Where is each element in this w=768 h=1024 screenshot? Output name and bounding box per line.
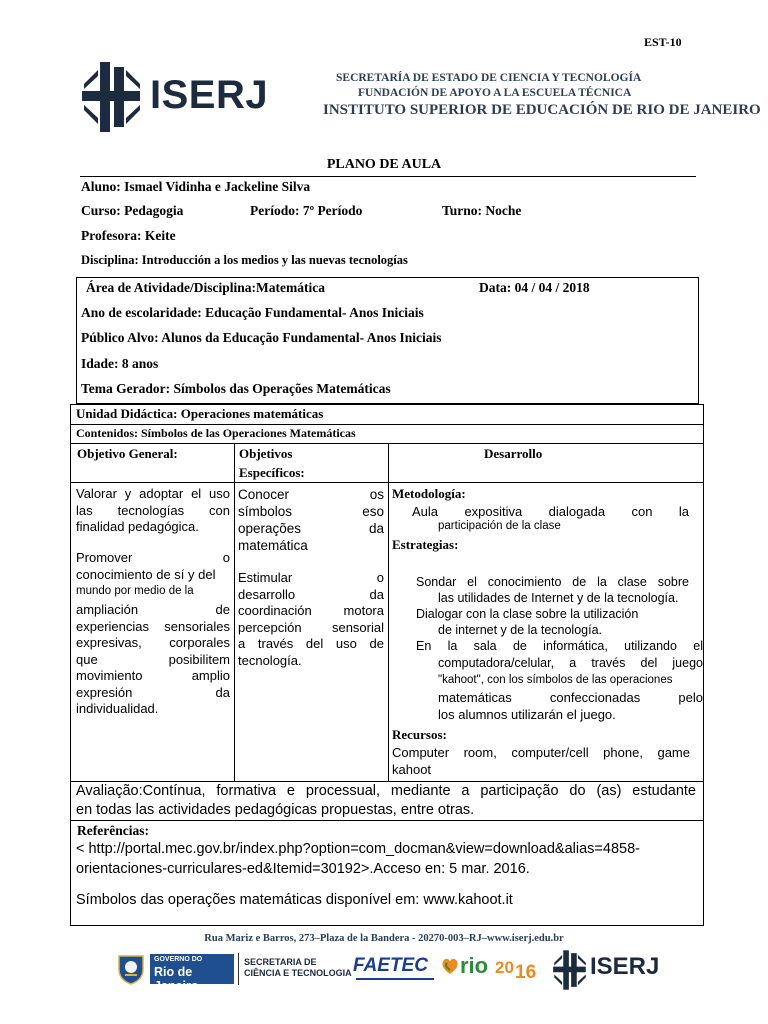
referencia-2: Símbolos das operações matemáticas disponível em: www.kahoot.it bbox=[76, 892, 513, 908]
estrategia-line: las utilidades de Internet y de la tecnología. bbox=[438, 591, 679, 605]
objetivos-especificos-header-l1: Objetivos bbox=[239, 446, 293, 461]
unidad-didactica: Unidad Didáctica: Operaciones matemáticas bbox=[76, 406, 324, 421]
rio-year-b: 16 bbox=[515, 962, 537, 983]
estrategia-item bbox=[416, 606, 689, 638]
recursos-line: kahoot bbox=[392, 761, 432, 777]
footer-address: Rua Mariz e Barros, 273–Plaza de la Bandera - 20270-003–RJ–www.iserj.edu.br bbox=[204, 933, 564, 944]
table-divider bbox=[70, 482, 704, 483]
footer-divider bbox=[238, 953, 239, 985]
estrategia-line: de internet y de la tecnología. bbox=[438, 623, 603, 637]
data-line: Data: 04 / 04 / 2018 bbox=[479, 280, 590, 295]
general-line: expresivas, corporales bbox=[76, 635, 230, 650]
publico-line: Público Alvo: Alunos da Educação Fundamental- Anos Iniciais bbox=[81, 330, 442, 345]
estrategias-label: Estrategias: bbox=[392, 537, 459, 552]
referencias-label: Referências: bbox=[77, 823, 149, 838]
especificos-line: Estimular o bbox=[238, 570, 384, 585]
especificos-line: matemática bbox=[238, 538, 308, 553]
table-divider bbox=[70, 424, 704, 425]
rio-year-a: 20 bbox=[495, 958, 514, 977]
desarrollo-header: Desarrollo bbox=[484, 446, 543, 461]
table-col-divider bbox=[388, 443, 389, 781]
iserj-footer-text: ISERJ bbox=[590, 953, 660, 980]
curso-line: Curso: Pedagogia bbox=[81, 203, 184, 218]
rio-text: rio bbox=[460, 953, 489, 978]
estrategia-line: "kahoot", con los símbolos de las operaciones bbox=[438, 674, 673, 686]
metodologia-label: Metodología: bbox=[392, 486, 466, 501]
referencia-1-line2: orientaciones-curriculares-ed&Itemid=30192>.Acceso en: 5 mar. 2016. bbox=[76, 861, 530, 877]
header-secretaria: SECRETARÍA DE ESTADO DE CIENCIA Y TECNOLOGÍA bbox=[336, 72, 642, 84]
general-line: individualidad. bbox=[76, 701, 159, 716]
estrategia-line: computadora/celular, a través del juego bbox=[438, 656, 703, 670]
recursos-text bbox=[392, 745, 690, 778]
general-line: experiencias sensoriales bbox=[76, 618, 230, 634]
gov-top-text: GOVERNO DO bbox=[154, 956, 203, 963]
turno-line: Turno: Noche bbox=[442, 203, 522, 218]
title-underline bbox=[80, 176, 696, 177]
especificos-line: tecnología. bbox=[238, 652, 302, 668]
general-p2-rest bbox=[76, 602, 230, 718]
estrategia-line: En la sala de informática, utilizando el bbox=[416, 639, 703, 653]
coat-of-arms-icon bbox=[116, 953, 146, 985]
table-divider bbox=[70, 443, 704, 444]
general-p2 bbox=[76, 550, 230, 599]
objetivos-especificos-header-l2: Específicos: bbox=[239, 465, 305, 480]
table-divider bbox=[70, 820, 704, 821]
tema-line: Tema Gerador: Símbolos das Operações Matemáticas bbox=[81, 381, 391, 396]
estrategia-line: matemáticas confeccionadas pelo bbox=[438, 690, 703, 705]
area-line: Área de Atividade/Disciplina:Matemática bbox=[86, 280, 325, 295]
especificos-line: operações da bbox=[238, 521, 384, 536]
avaliacao-line: Avaliação:Contínua, formativa e processual, mediante a participação do (as) estudante bbox=[76, 783, 696, 799]
general-line: movimiento amplio bbox=[76, 668, 230, 683]
document-code: EST-10 bbox=[644, 35, 682, 49]
periodo-line: Período: 7º Período bbox=[250, 203, 363, 218]
general-line: que posibilitem bbox=[76, 651, 230, 667]
estrategia-line: los alumnos utilizarán el juego. bbox=[438, 707, 616, 722]
especificos-line: percepción sensorial bbox=[238, 619, 384, 635]
disciplina-line: Disciplina: Introducción a los medios y las nuevas tecnologías bbox=[81, 253, 408, 267]
ano-line: Ano de escolaridade: Educação Fundamental- Anos Iniciais bbox=[81, 305, 424, 320]
faetec-logo: FAETEC bbox=[353, 955, 428, 976]
especificos-line: Conocer os bbox=[238, 487, 384, 502]
general-p1 bbox=[76, 486, 230, 536]
secretaria-line1: SECRETARIA DE bbox=[244, 957, 317, 967]
secretaria-line2: CIÊNCIA E TECNOLOGIA bbox=[244, 968, 352, 978]
especificos-line: coordinación motora bbox=[238, 603, 384, 618]
general-p2-line: conocimiento de sí y del bbox=[76, 566, 216, 582]
referencia-1-line1: < http://portal.mec.gov.br/index.php?option=com_docman&view=download&alias=4858- bbox=[76, 841, 640, 857]
page-title: PLANO DE AULA bbox=[326, 157, 442, 172]
general-p1-line: las tecnologías con bbox=[76, 502, 230, 518]
rio-2016-heart-icon bbox=[440, 956, 460, 976]
header-fundacion: FUNDACIÓN DE APOYO A LA ESCUELA TÉCNICA bbox=[358, 87, 632, 99]
table-col-divider bbox=[234, 443, 235, 781]
especificos-line: símbolos eso bbox=[238, 504, 384, 519]
recursos-line: Computer room, computer/cell phone, game bbox=[392, 745, 690, 760]
contenidos: Contenidos: Símbolos de las Operaciones Matemáticas bbox=[76, 426, 356, 440]
especificos-line: desarrollo da bbox=[238, 586, 384, 602]
especificos-p2 bbox=[238, 570, 384, 669]
idade-line: Idade: 8 anos bbox=[81, 356, 159, 371]
general-line: expresión da bbox=[76, 684, 230, 700]
faetec-underline bbox=[356, 978, 434, 980]
header-instituto: INSTITUTO SUPERIOR DE EDUCACIÓN DE RIO DE JANEIRO bbox=[323, 102, 761, 118]
avaliacao bbox=[76, 782, 696, 820]
estrategia-line: Dialogar con la clase sobre la utilización bbox=[416, 607, 639, 621]
general-p2-word: Promover bbox=[76, 550, 133, 565]
gov-bottom-text: Rio de Janeiro bbox=[154, 965, 199, 993]
iserj-footer-logo-icon bbox=[552, 950, 588, 990]
metodologia-item-line: Aula expositiva dialogada con la bbox=[412, 504, 689, 519]
general-p1-line: finalidad pedagógica. bbox=[76, 519, 199, 534]
iserj-logo-text: ISERJ bbox=[150, 73, 269, 117]
avaliacao-line: en todas las actividades pedagógicas propuestas, entre otras. bbox=[76, 802, 475, 818]
especificos-line: a través del uso de bbox=[238, 636, 384, 651]
metodologia-item bbox=[412, 504, 689, 521]
gov-rj-logo bbox=[116, 952, 234, 993]
objetivo-general-header: Objetivo General: bbox=[77, 446, 178, 461]
general-line: ampliación de bbox=[76, 602, 230, 617]
estrategia-item bbox=[416, 638, 703, 723]
recursos-label: Recursos: bbox=[392, 727, 447, 742]
estrategia-item bbox=[416, 574, 689, 606]
general-p2-line-small: mundo por medio de la bbox=[76, 585, 194, 597]
profesora-line: Profesora: Keite bbox=[81, 228, 176, 243]
metodologia-item-line2: participación de la clase bbox=[438, 520, 561, 532]
estrategia-line: Sondar el conocimiento de la clase sobre bbox=[416, 575, 689, 589]
general-p1-line: Valorar y adoptar el uso bbox=[76, 486, 230, 501]
especificos-p1 bbox=[238, 486, 384, 554]
aluno-line: Aluno: Ismael Vidinha e Jackeline Silva bbox=[81, 179, 311, 194]
general-p2-word: o bbox=[222, 550, 230, 565]
